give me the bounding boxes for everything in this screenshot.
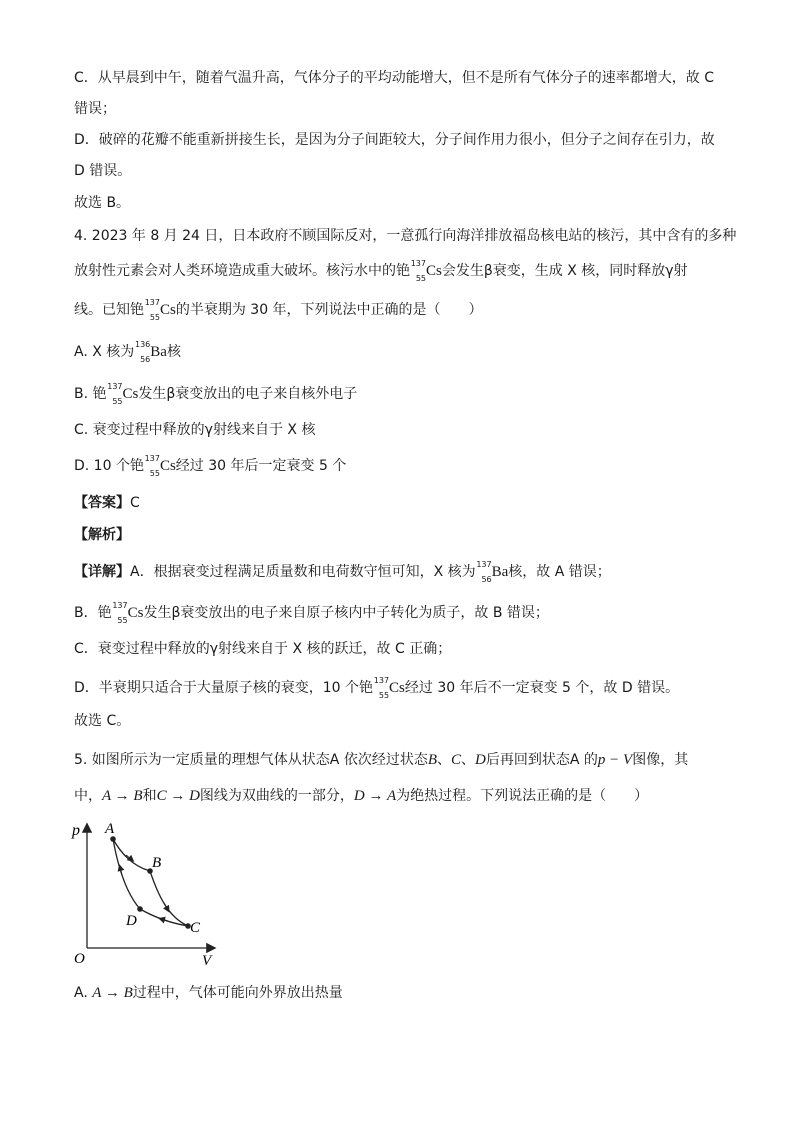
q5-option-a: A. A → B过程中，气体可能向外界放出热量 [74, 985, 343, 1001]
q4-analysis-label: 【解析】 [74, 527, 130, 543]
q4-answer [74, 493, 140, 513]
curve-c-to-d [140, 909, 188, 926]
label-o: O [74, 951, 85, 967]
isotope-cs-137: 137 55 [112, 601, 128, 625]
prev-option-c-line2: 错误； [74, 101, 116, 117]
isotope-cs-137: 137 55 [107, 382, 123, 406]
q4-choose: 故选 C。 [74, 713, 131, 729]
q4-stem-line1: 4. 2023 年 8 月 24 日，日本政府不顾国际反对，一意孤行向海洋排放福岛核电站的核污，其中含有的多种 [74, 228, 737, 244]
answer-value: C [130, 495, 140, 511]
q5-stem-line2: 中，A → B和C → D图线为双曲线的一部分，D → A为绝热过程。下列说法正确的是（ ） [74, 788, 649, 804]
q4-stem-line3: 线。已知铯 137 55 Cs的半衰期为 30 年，下列说法中正确的是（ ） [74, 298, 483, 322]
isotope-ba-137: 137 56 [476, 560, 492, 584]
q4-option-a: A. X 核为 136 56 Ba核 [74, 340, 181, 364]
label-d: D [126, 913, 137, 929]
prev-option-d-line1: D．破碎的花瓣不能重新拼接生长，是因为分子间距较大，分子间作用力很小，但分子之间存在引力，故 [74, 132, 715, 148]
label-c: C [190, 920, 201, 936]
point-a [110, 836, 116, 842]
curve-b-to-c [150, 871, 188, 926]
q4-stem-line2-a: 放射性元素会对人类环境造成重大破坏。核污水中的铯 [74, 263, 410, 279]
curve-d-to-a [113, 839, 140, 909]
q4-stem-line2: 放射性元素会对人类环境造成重大破坏。核污水中的铯 137 55 Cs会发生β衰变，生成 X 核，同时释放γ射 [74, 259, 688, 283]
q4-stem-line2-b: 会发生β衰变，生成 X 核，同时释放γ射 [441, 263, 688, 279]
isotope-cs-137: 137 55 [144, 298, 160, 322]
q4-detail-b: B．铯 137 55 Cs发生β衰变放出的电子来自原子核内中子转化为质子，故 B 错误； [74, 601, 549, 625]
detail-label: 【详解】 [74, 564, 130, 580]
label-b: B [152, 855, 162, 871]
isotope-cs-137: 137 55 [373, 676, 390, 700]
label-a: A [105, 821, 115, 837]
pv-graph [68, 815, 228, 975]
arrow-b-to-c [164, 903, 168, 910]
q4-option-b: B. 铯 137 55 Cs发生β衰变放出的电子来自核外电子 [74, 382, 358, 406]
answer-label: 【答案】 [74, 495, 130, 511]
isotope-ba-136: 136 56 [135, 340, 151, 364]
prev-choose: 故选 B。 [74, 195, 131, 211]
q4-detail-c: C．衰变过程中释放的γ射线来自于 X 核的跃迁，故 C 正确； [74, 641, 452, 657]
point-d [137, 906, 143, 912]
q4-option-c: C. 衰变过程中释放的γ射线来自于 X 核 [74, 422, 316, 438]
label-v: V [202, 953, 212, 969]
q4-option-d: D. 10 个铯 137 55 Cs经过 30 年后一定衰变 5 个 [74, 454, 347, 478]
prev-option-c-line1: C．从早晨到中午，随着气温升高，气体分子的平均动能增大，但不是所有气体分子的速率都增大，故 C [74, 70, 714, 86]
isotope-cs-137: 137 55 [144, 454, 160, 478]
q4-detail-d: D．半衰期只适合于大量原子核的衰变，10 个铯 137 55 Cs经过 30 年后不一定衰变 5 个，故 D 错误。 [74, 676, 680, 700]
isotope-cs-137: 137 55 [410, 259, 426, 283]
q5-stem-line1: 5. 如图所示为一定质量的理想气体从状态A 依次经过状态B、C、D后再回到状态A 的p − V图像，其 [74, 752, 689, 768]
label-p: p [72, 822, 80, 839]
q4-detail-a: 【详解】A．根据衰变过程满足质量数和电荷数守恒可知，X 核为 137 56 Ba核，故 A 错误； [74, 560, 611, 584]
prev-option-d-line2: D 错误。 [74, 163, 132, 179]
